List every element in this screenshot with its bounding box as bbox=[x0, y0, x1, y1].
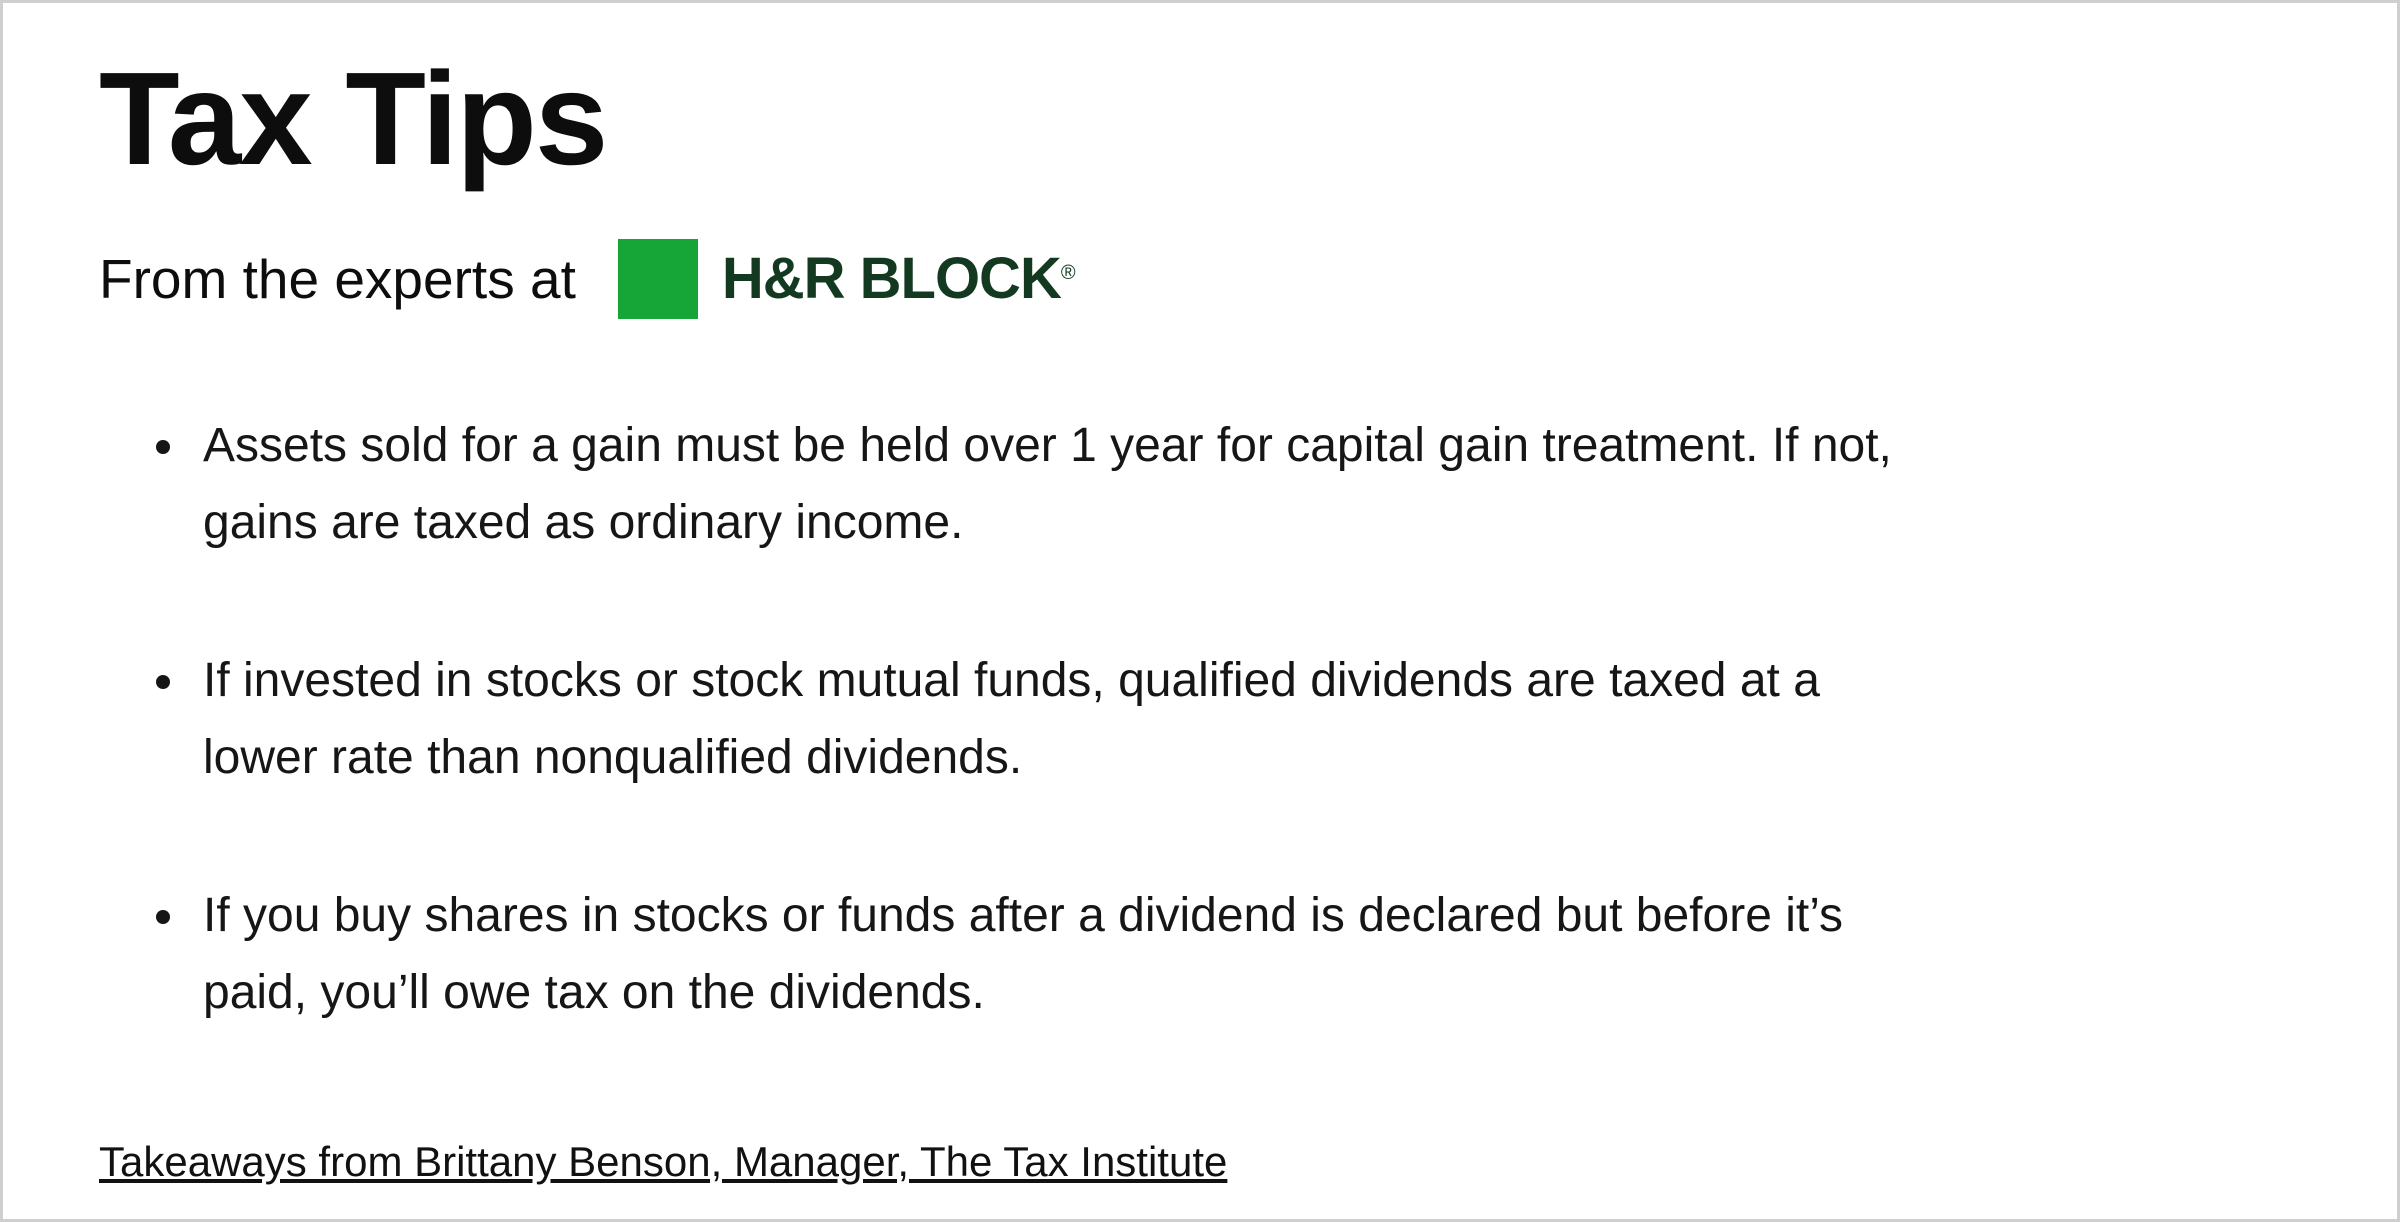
bullet-text-line: • If invested in stocks or stock mutual funds, qualified dividends are taxed at a bbox=[203, 653, 1820, 707]
subtitle-text: From the experts at bbox=[99, 247, 576, 310]
bullet-text-line: • Assets sold for a gain must be held over 1 year for capital gain treatment. If not, bbox=[203, 418, 1892, 472]
hrblock-brand-text bbox=[722, 239, 1075, 319]
list-item bbox=[191, 407, 2317, 561]
hrblock-brand-label: H&R BLOCK bbox=[721, 245, 1061, 311]
bullet-text-line: • If you buy shares in stocks or funds after a dividend is declared but before it’s bbox=[203, 888, 1844, 942]
hrblock-square-icon bbox=[618, 239, 698, 319]
bullet-text-line: gains are taxed as ordinary income. bbox=[203, 495, 964, 549]
list-item bbox=[191, 642, 2317, 796]
bullet-text-line: lower rate than nonqualified dividends. bbox=[203, 730, 1023, 784]
bullet-text-line: paid, you’ll owe tax on the dividends. bbox=[203, 965, 985, 1019]
tips-bullet-list bbox=[99, 407, 2317, 1031]
page-title: Tax Tips bbox=[99, 45, 607, 192]
list-item bbox=[191, 877, 2317, 1031]
hrblock-logo bbox=[618, 239, 1075, 319]
registered-trademark-icon: ® bbox=[1060, 261, 1075, 284]
attribution-link[interactable]: Takeaways from Brittany Benson, Manager, The Tax Institute bbox=[99, 1138, 1228, 1185]
subtitle-row bbox=[99, 239, 2317, 319]
